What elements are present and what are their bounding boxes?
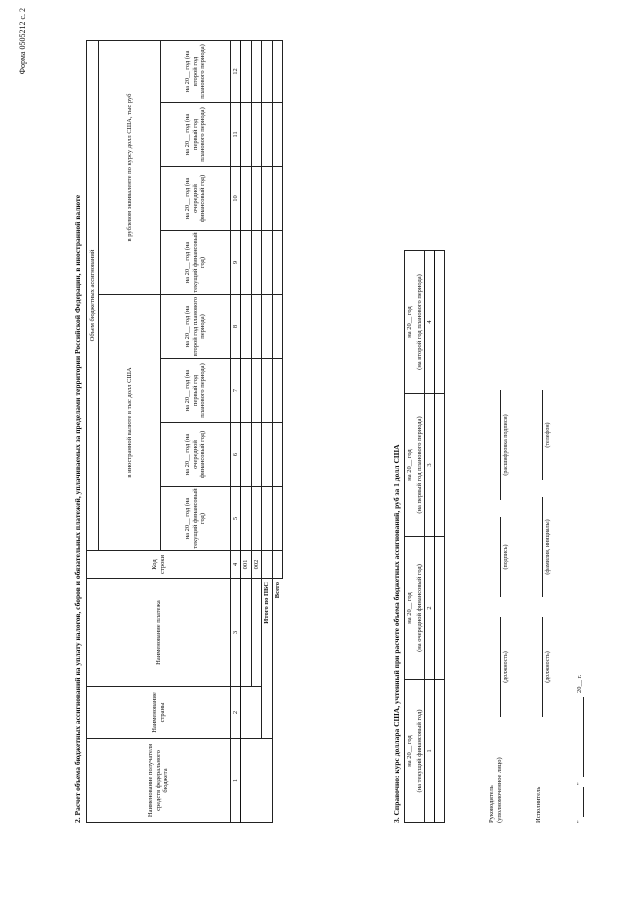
head-position-caption: (должность) <box>503 651 509 683</box>
header-country: Наименование страны <box>87 687 231 739</box>
grand-total-cell[interactable] <box>272 295 282 359</box>
grand-total-cell[interactable] <box>272 167 282 231</box>
header-col-first: на 20__ год (на первый год планового периода) <box>161 359 231 423</box>
row-code: 002 <box>251 551 261 579</box>
head-decode-line[interactable] <box>500 390 501 500</box>
rate-value-cell[interactable] <box>435 394 445 537</box>
rate-period: (на очередной финансовый год) <box>415 537 425 680</box>
executor-phone-caption: (телефон) <box>545 422 551 448</box>
head-position-line[interactable] <box>500 617 501 717</box>
header-col-current: на 20__ год (на текущий финансовый год) <box>161 487 231 551</box>
total-cell[interactable] <box>262 295 272 359</box>
head-decode-caption: (расшифровка подписи) <box>503 414 509 476</box>
total-cell[interactable] <box>262 423 272 487</box>
executor-label: Исполнитель <box>535 786 542 823</box>
header-col-next: на 20__ год (на очередной финансовый год) <box>161 423 231 487</box>
grand-total-cell[interactable] <box>272 103 282 167</box>
col-number: 12 <box>231 40 241 102</box>
grand-total-cell[interactable] <box>272 40 282 102</box>
exchange-rate-table <box>404 250 445 823</box>
col-number: 4 <box>231 551 241 579</box>
value-cell[interactable] <box>251 103 261 167</box>
value-cell[interactable] <box>251 423 261 487</box>
country-cell[interactable] <box>241 687 262 739</box>
header-col-current-rub: на 20__ год (на текущий финансовый год) <box>161 231 231 295</box>
rate-year: на 20__ год <box>405 680 415 823</box>
header-code: Код строки <box>87 551 231 579</box>
date-day-line[interactable] <box>583 787 584 817</box>
grand-total-cell[interactable] <box>272 487 282 551</box>
rate-col-number: 3 <box>425 394 435 537</box>
head-signature-line[interactable] <box>500 517 501 597</box>
date-open-quote: " <box>576 820 583 823</box>
value-cell[interactable] <box>241 103 251 167</box>
col-number: 8 <box>231 295 241 359</box>
section2-title: 2. Расчет объема бюджетных ассигнований на уплату налогов, сборов и обязательных платежей, уплачиваемых за пределами территории Российской Федерации, в иностранной валюте <box>73 194 82 823</box>
value-cell[interactable] <box>251 359 261 423</box>
date-close-quote: " <box>576 782 583 785</box>
total-cell[interactable] <box>262 231 272 295</box>
rate-year: на 20__ год <box>405 251 415 394</box>
code-cell <box>272 551 282 579</box>
rate-year: на 20__ год <box>405 394 415 537</box>
form-id: Форма 0505212 с. 2 <box>18 8 27 75</box>
header-volume: Объем бюджетных ассигнований <box>87 40 99 550</box>
total-cell[interactable] <box>262 40 272 102</box>
value-cell[interactable] <box>241 487 251 551</box>
value-cell[interactable] <box>251 231 261 295</box>
payment-cell[interactable] <box>241 579 251 687</box>
value-cell[interactable] <box>251 295 261 359</box>
rate-value-cell[interactable] <box>435 251 445 394</box>
col-number: 11 <box>231 103 241 167</box>
rate-year: на 20__ год <box>405 537 415 680</box>
row-code: 001 <box>241 551 251 579</box>
total-cell[interactable] <box>262 487 272 551</box>
grand-total-cell[interactable] <box>272 359 282 423</box>
rate-col-number: 1 <box>425 680 435 823</box>
total-cell[interactable] <box>262 103 272 167</box>
header-recipient: Наименование получателя средств федерального бюджета <box>87 739 231 823</box>
budget-calculation-table <box>86 40 283 823</box>
executor-phone-line[interactable] <box>542 390 543 480</box>
header-rubles: в рублевом эквиваленте по курсу долл США, тыс руб <box>99 40 161 294</box>
header-col-next-rub: на 20__ год (на очередной финансовый год) <box>161 167 231 231</box>
payment-cell[interactable] <box>251 579 261 687</box>
header-col-second: на 20__ год (на второй год планового периода) <box>161 295 231 359</box>
head-label: Руководитель (уполномоченное лицо) <box>488 757 504 823</box>
value-cell[interactable] <box>241 231 251 295</box>
grand-total-label: Всего <box>272 579 282 823</box>
rate-period: (на первый год планового периода) <box>415 394 425 537</box>
header-col-first-rub: на 20__ год (на первый год планового периода) <box>161 103 231 167</box>
col-number: 10 <box>231 167 241 231</box>
value-cell[interactable] <box>251 487 261 551</box>
total-cell[interactable] <box>262 167 272 231</box>
rate-value-cell[interactable] <box>435 537 445 680</box>
col-number: 5 <box>231 487 241 551</box>
code-cell <box>262 551 272 579</box>
grand-total-cell[interactable] <box>272 423 282 487</box>
rate-col-number: 4 <box>425 251 435 394</box>
header-payment: Наименование платежа <box>87 579 231 687</box>
section3-title: 3. Справочно: курс доллара США, учтенный при расчете объема бюджетных ассигнований, руб за 1 долл США <box>392 444 401 823</box>
date-year: 20__ г. <box>576 674 583 693</box>
value-cell[interactable] <box>241 423 251 487</box>
rate-period: (на второй год планового периода) <box>415 251 425 394</box>
rate-value-cell[interactable] <box>435 680 445 823</box>
value-cell[interactable] <box>241 359 251 423</box>
value-cell[interactable] <box>241 40 251 102</box>
rate-col-number: 2 <box>425 537 435 680</box>
grand-total-cell[interactable] <box>272 231 282 295</box>
rate-period: (на текущий финансовый год) <box>415 680 425 823</box>
col-number: 9 <box>231 231 241 295</box>
executor-position-caption: (должность) <box>545 651 551 683</box>
executor-fio-line[interactable] <box>542 497 543 597</box>
header-foreign: в иностранной валюте в тыс долл США <box>99 295 161 551</box>
date-month-line[interactable] <box>583 697 584 777</box>
value-cell[interactable] <box>241 167 251 231</box>
col-number: 1 <box>231 739 241 823</box>
value-cell[interactable] <box>251 40 261 102</box>
total-pbs-label: Итого по ПБС <box>262 579 272 739</box>
recipient-cell[interactable] <box>241 739 272 823</box>
executor-position-line[interactable] <box>542 617 543 717</box>
value-cell[interactable] <box>241 295 251 359</box>
col-number: 3 <box>231 579 241 687</box>
col-number: 6 <box>231 423 241 487</box>
header-col-second-rub: на 20__ год (на второй год планового периода) <box>161 40 231 102</box>
col-number: 7 <box>231 359 241 423</box>
col-number: 2 <box>231 687 241 739</box>
total-cell[interactable] <box>262 359 272 423</box>
head-signature-caption: (подпись) <box>503 544 509 570</box>
value-cell[interactable] <box>251 167 261 231</box>
executor-fio-caption: (фамилия, инициалы) <box>545 519 551 575</box>
